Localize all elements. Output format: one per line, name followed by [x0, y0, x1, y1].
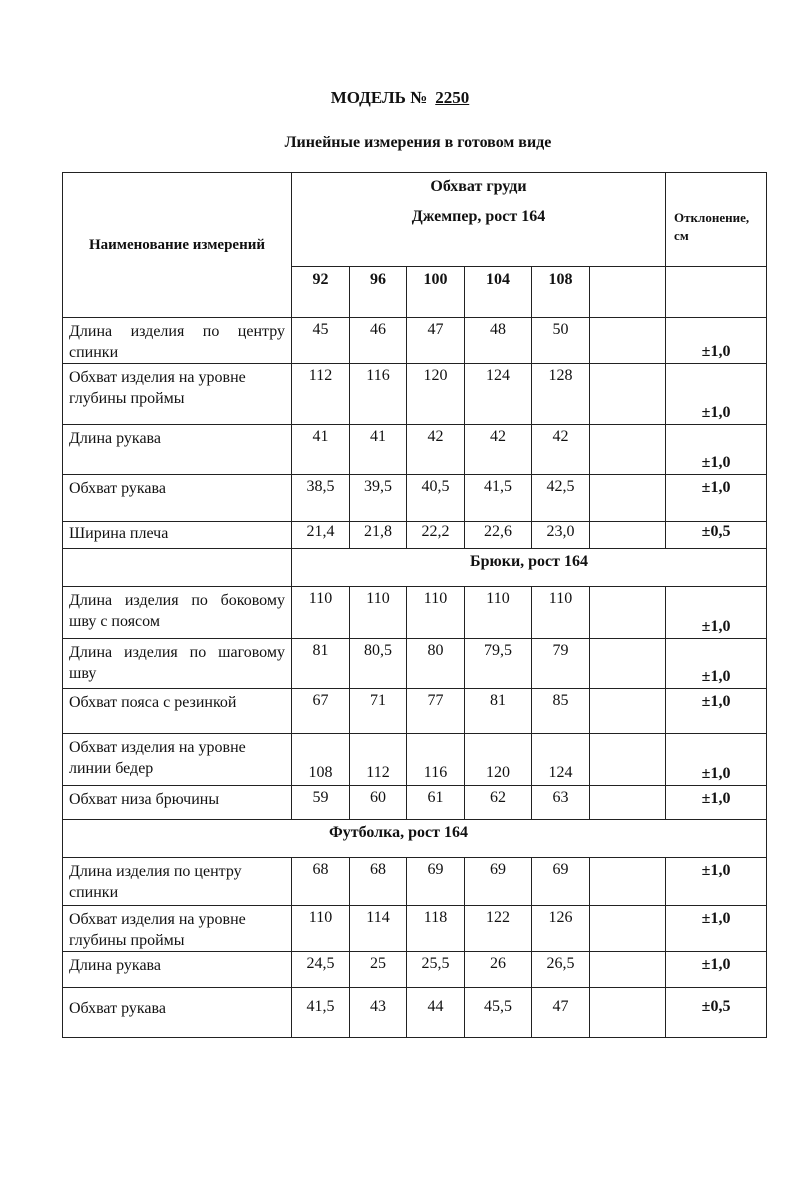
- deviation-cell: ±1,0: [666, 639, 767, 689]
- value-cell: 110: [532, 587, 590, 639]
- value-cell: 67: [292, 689, 350, 734]
- table-row: [63, 734, 767, 786]
- table-row: [63, 906, 767, 952]
- value-cell: 21,8: [350, 522, 407, 549]
- model-number: 2250: [435, 88, 470, 107]
- measurement-name: Длина рукава: [63, 952, 292, 988]
- chest-header-label: Обхват груди: [430, 178, 527, 195]
- value-cell: 110: [292, 587, 350, 639]
- value-cell: 68: [350, 858, 407, 906]
- measurement-name: Ширина плеча: [63, 522, 292, 549]
- deviation-cell: ±0,5: [666, 988, 767, 1038]
- value-cell: 42: [465, 425, 532, 475]
- measurements-table: [62, 172, 767, 1038]
- empty-size-cell: [590, 267, 666, 318]
- deviation-cell: ±1,0: [666, 734, 767, 786]
- value-cell: 128: [532, 364, 590, 425]
- empty-cell: [590, 734, 666, 786]
- value-cell: 26,5: [532, 952, 590, 988]
- value-cell: 112: [292, 364, 350, 425]
- value-cell: 124: [465, 364, 532, 425]
- value-cell: 22,6: [465, 522, 532, 549]
- deviation-cell: ±1,0: [666, 689, 767, 734]
- table-row: [63, 952, 767, 988]
- empty-cell: [63, 549, 292, 587]
- value-cell: 61: [407, 786, 465, 820]
- value-cell: 77: [407, 689, 465, 734]
- deviation-column-header: Отклонение, см: [666, 173, 767, 267]
- value-cell: 71: [350, 689, 407, 734]
- value-cell: 110: [407, 587, 465, 639]
- value-cell: 62: [465, 786, 532, 820]
- deviation-cell: ±1,0: [666, 587, 767, 639]
- value-cell: 69: [465, 858, 532, 906]
- value-cell: 116: [350, 364, 407, 425]
- value-cell: 48: [465, 318, 532, 364]
- header-row: [63, 173, 767, 267]
- deviation-cell: ±1,0: [666, 364, 767, 425]
- measurement-name: Длина рукава: [63, 425, 292, 475]
- value-cell: 110: [465, 587, 532, 639]
- section-row: [63, 820, 767, 858]
- size-header: 92: [292, 267, 350, 318]
- name-column-header: Наименование измерений: [63, 173, 292, 318]
- value-cell: 79: [532, 639, 590, 689]
- value-cell: 114: [350, 906, 407, 952]
- table-row: [63, 988, 767, 1038]
- value-cell: 112: [350, 734, 407, 786]
- measurement-name: Длина изделия по центру спинки: [63, 858, 292, 906]
- empty-cell: [590, 906, 666, 952]
- value-cell: 41,5: [465, 475, 532, 522]
- table-row: [63, 587, 767, 639]
- value-cell: 85: [532, 689, 590, 734]
- table-row: [63, 786, 767, 820]
- measurement-name: Обхват пояса с резинкой: [63, 689, 292, 734]
- deviation-cell: ±0,5: [666, 522, 767, 549]
- value-cell: 44: [407, 988, 465, 1038]
- deviation-cell: ±1,0: [666, 952, 767, 988]
- measurement-name: Обхват рукава: [63, 475, 292, 522]
- value-cell: 59: [292, 786, 350, 820]
- measurement-name: Длина изделия по центру спинки: [63, 318, 292, 364]
- value-cell: 110: [292, 906, 350, 952]
- value-cell: 47: [407, 318, 465, 364]
- empty-cell: [590, 786, 666, 820]
- deviation-cell: ±1,0: [666, 475, 767, 522]
- empty-cell: [590, 587, 666, 639]
- value-cell: 50: [532, 318, 590, 364]
- table-row: [63, 689, 767, 734]
- document-subtitle: Линейные измерения в готовом виде: [284, 134, 552, 151]
- trousers-section-header: Брюки, рост 164: [292, 549, 767, 587]
- value-cell: 23,0: [532, 522, 590, 549]
- value-cell: 22,2: [407, 522, 465, 549]
- chest-header: [292, 173, 666, 267]
- value-cell: 45: [292, 318, 350, 364]
- value-cell: 80,5: [350, 639, 407, 689]
- value-cell: 42,5: [532, 475, 590, 522]
- value-cell: 69: [532, 858, 590, 906]
- measurement-name: Длина изделия по шаговому шву: [63, 639, 292, 689]
- table-row: [63, 425, 767, 475]
- value-cell: 47: [532, 988, 590, 1038]
- empty-cell: [590, 522, 666, 549]
- deviation-cell: ±1,0: [666, 318, 767, 364]
- value-cell: 80: [407, 639, 465, 689]
- section-row: [63, 549, 767, 587]
- measurement-name: Обхват изделия на уровне глубины проймы: [63, 906, 292, 952]
- empty-cell: [590, 318, 666, 364]
- size-header: 96: [350, 267, 407, 318]
- value-cell: 21,4: [292, 522, 350, 549]
- measurement-name: Длина изделия по боковому шву с поясом: [63, 587, 292, 639]
- value-cell: 39,5: [350, 475, 407, 522]
- model-label: МОДЕЛЬ №: [330, 88, 428, 107]
- value-cell: 116: [407, 734, 465, 786]
- table-row: [63, 639, 767, 689]
- empty-cell: [590, 858, 666, 906]
- measurement-name: Обхват рукава: [63, 988, 292, 1038]
- value-cell: 45,5: [465, 988, 532, 1038]
- value-cell: 60: [350, 786, 407, 820]
- empty-cell: [590, 425, 666, 475]
- size-header: 100: [407, 267, 465, 318]
- empty-cell: [590, 988, 666, 1038]
- deviation-cell: ±1,0: [666, 786, 767, 820]
- value-cell: 110: [350, 587, 407, 639]
- value-cell: 46: [350, 318, 407, 364]
- measurement-name: Обхват изделия на уровне линии бедер: [63, 734, 292, 786]
- size-header: 108: [532, 267, 590, 318]
- jumper-header: Джемпер, рост 164: [411, 208, 546, 225]
- value-cell: 79,5: [465, 639, 532, 689]
- value-cell: 68: [292, 858, 350, 906]
- value-cell: 40,5: [407, 475, 465, 522]
- value-cell: 63: [532, 786, 590, 820]
- value-cell: 42: [532, 425, 590, 475]
- value-cell: 25: [350, 952, 407, 988]
- value-cell: 41: [350, 425, 407, 475]
- measurement-name: Обхват изделия на уровне глубины проймы: [63, 364, 292, 425]
- value-cell: 25,5: [407, 952, 465, 988]
- empty-cell: [590, 475, 666, 522]
- table-row: [63, 364, 767, 425]
- deviation-cell: ±1,0: [666, 858, 767, 906]
- value-cell: 38,5: [292, 475, 350, 522]
- value-cell: 126: [532, 906, 590, 952]
- empty-cell: [590, 639, 666, 689]
- value-cell: 118: [407, 906, 465, 952]
- value-cell: 42: [407, 425, 465, 475]
- tshirt-section-header: Футболка, рост 164: [63, 820, 767, 858]
- value-cell: 26: [465, 952, 532, 988]
- value-cell: 81: [292, 639, 350, 689]
- value-cell: 120: [465, 734, 532, 786]
- table-row: [63, 475, 767, 522]
- empty-cell: [590, 364, 666, 425]
- empty-deviation-cell: [666, 267, 767, 318]
- deviation-cell: ±1,0: [666, 425, 767, 475]
- table-row: [63, 318, 767, 364]
- value-cell: 81: [465, 689, 532, 734]
- value-cell: 122: [465, 906, 532, 952]
- measurement-name: Обхват низа брючины: [63, 786, 292, 820]
- empty-cell: [590, 689, 666, 734]
- value-cell: 41,5: [292, 988, 350, 1038]
- table-row: [63, 522, 767, 549]
- deviation-cell: ±1,0: [666, 906, 767, 952]
- value-cell: 41: [292, 425, 350, 475]
- table-row: [63, 858, 767, 906]
- value-cell: 108: [292, 734, 350, 786]
- empty-cell: [590, 952, 666, 988]
- size-header: 104: [465, 267, 532, 318]
- value-cell: 43: [350, 988, 407, 1038]
- model-title: [0, 88, 800, 108]
- value-cell: 69: [407, 858, 465, 906]
- value-cell: 120: [407, 364, 465, 425]
- value-cell: 124: [532, 734, 590, 786]
- value-cell: 24,5: [292, 952, 350, 988]
